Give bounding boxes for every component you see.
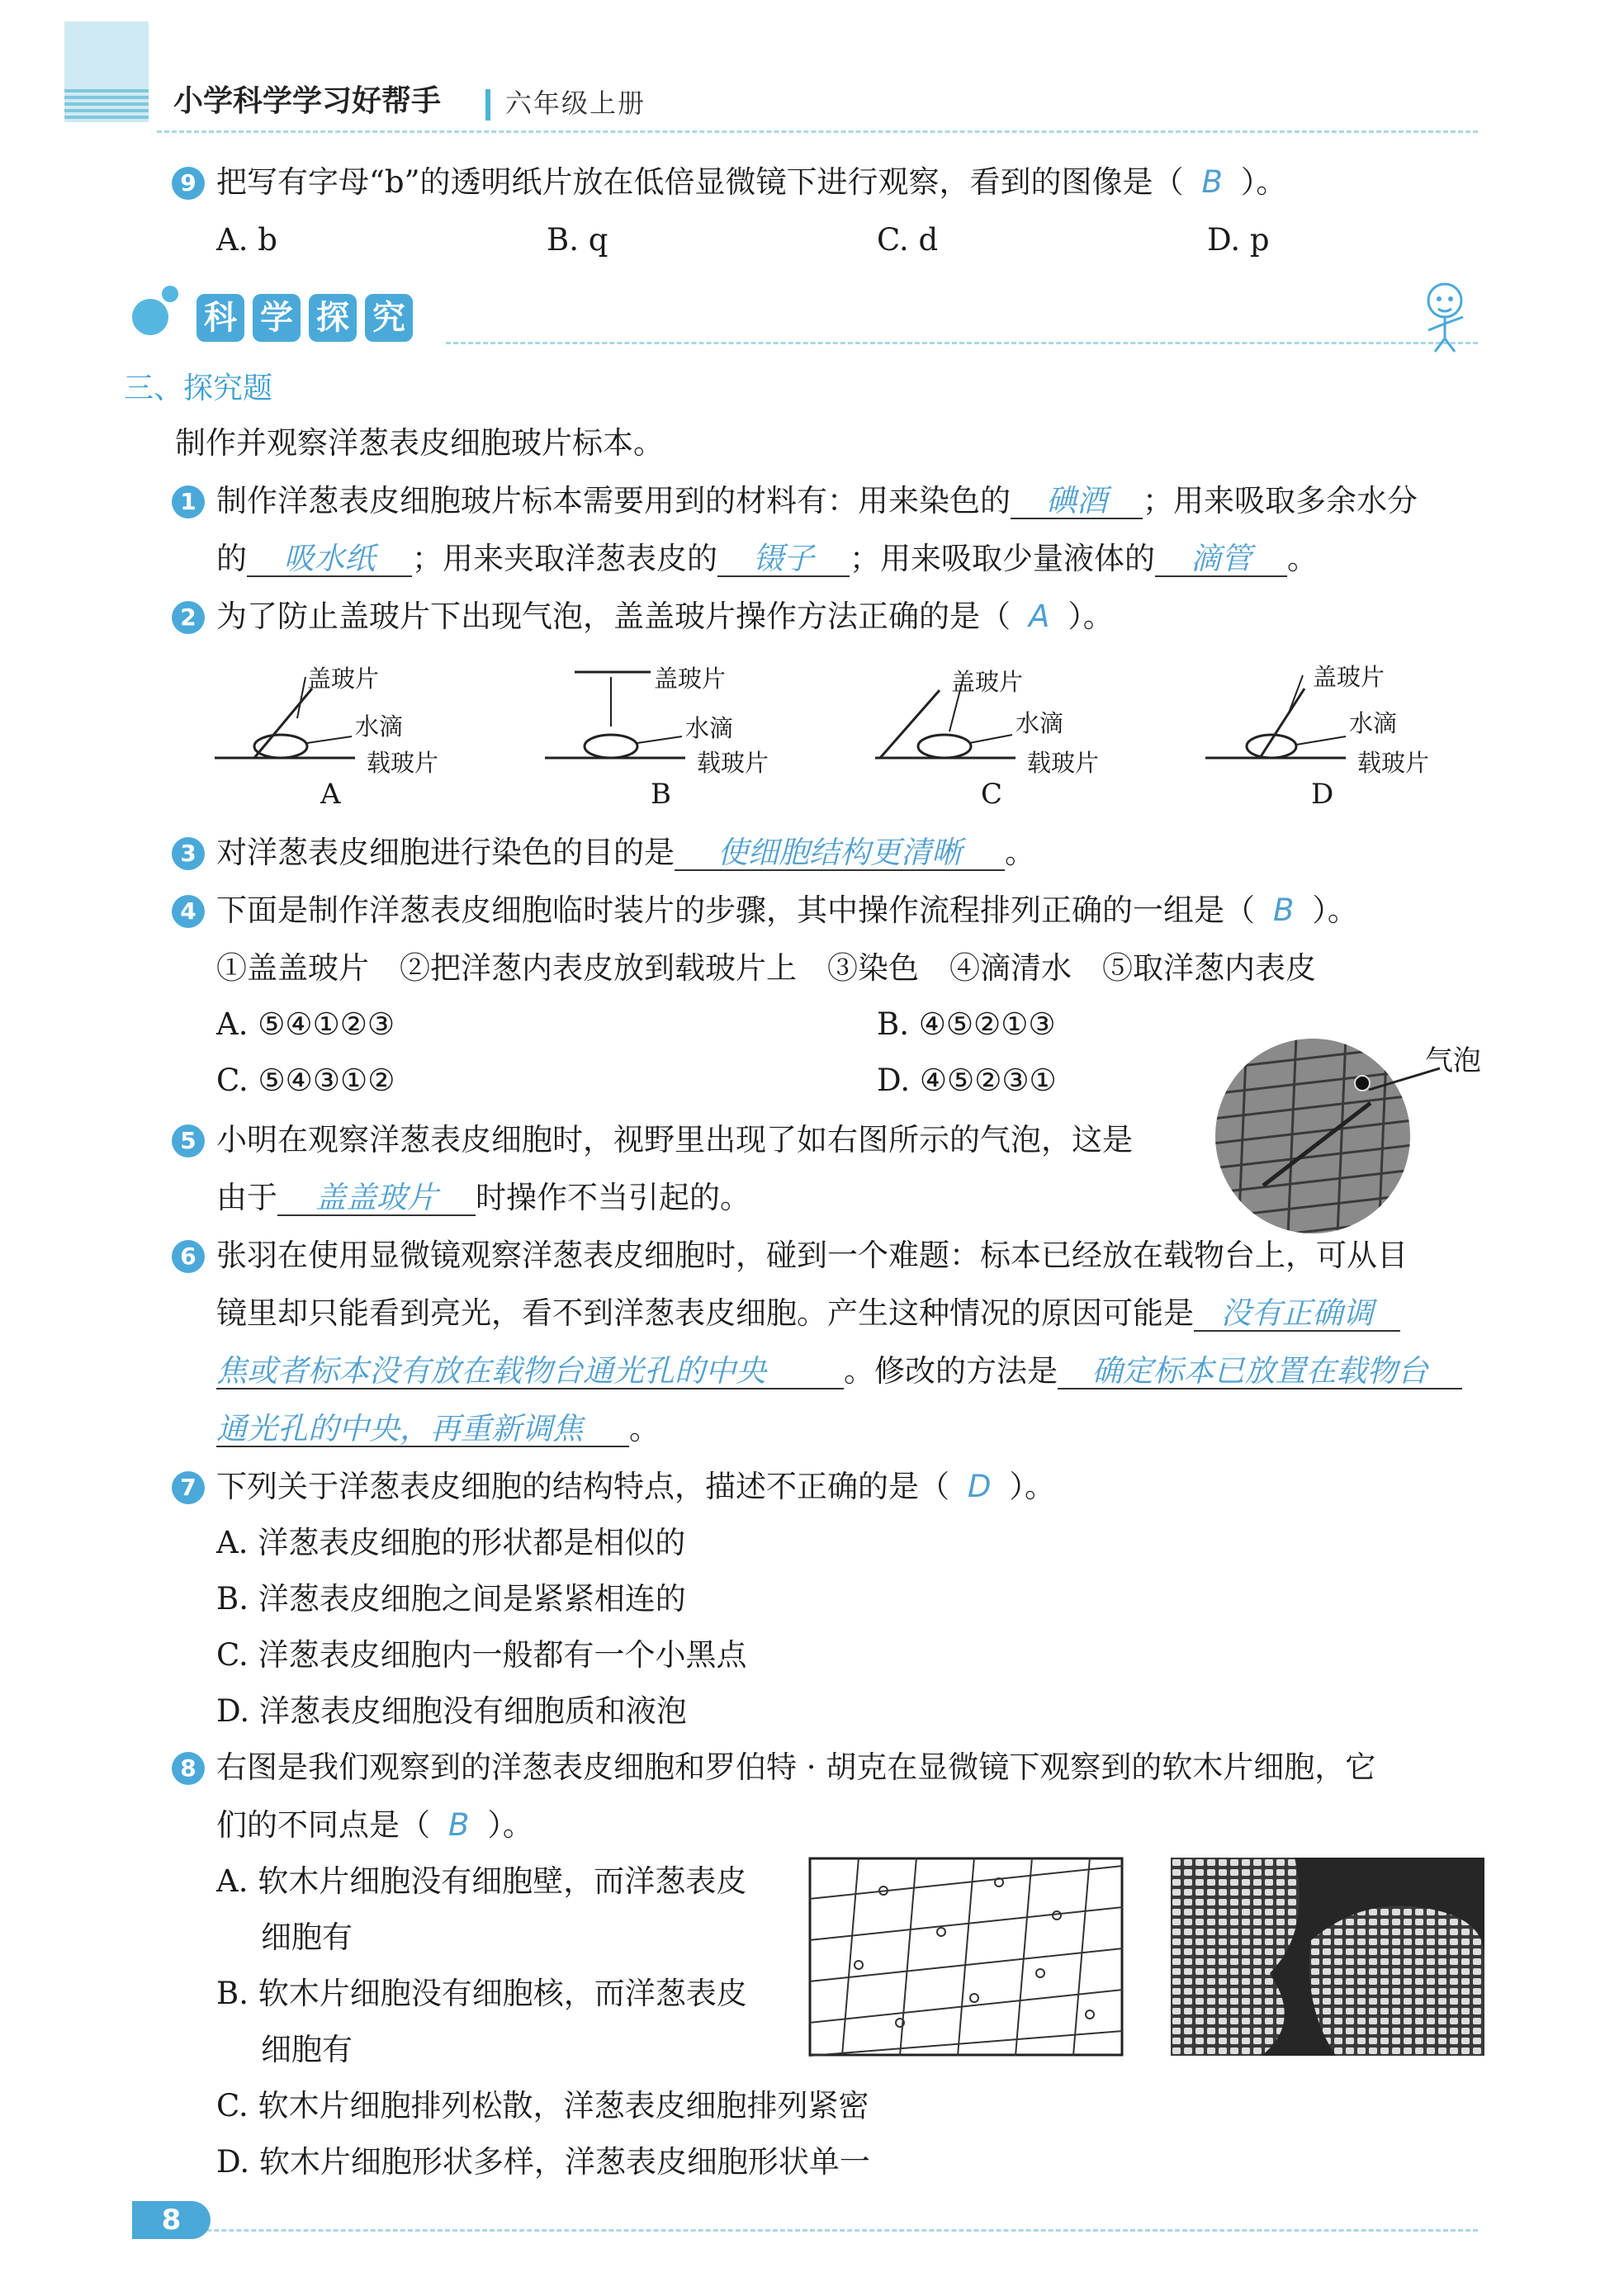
question-7-text: 下列关于洋葱表皮细胞的结构特点，描述不正确的是（ D ）。 [216,1469,1055,1504]
option-9b: B. q [547,222,608,258]
option-4c: C. ⑤④③①② [216,1063,395,1098]
option-9a: A. b [216,222,277,258]
question-number-2: 2 [172,601,205,634]
question-5-line-2: 由于 盖盖玻片 时操作不当引起的。 [216,1180,750,1215]
option-9c: C. d [877,222,939,258]
option-7a: A. 洋葱表皮细胞的形状都是相似的 [216,1525,686,1560]
section-dotted-line [446,342,1478,344]
footer-dotted-line [132,2229,1478,2232]
answer-6-fix-part-1: 确定标本已放置在载物台 [1058,1355,1462,1389]
diagram-b-drop-label: 水滴 [685,714,734,742]
option-9d: D. p [1207,222,1270,258]
onion-cells-drawing [809,1858,1123,2056]
option-7d: D. 洋葱表皮细胞没有细胞质和液泡 [216,1693,687,1729]
diagram-b-cover-label: 盖玻片 [654,665,727,693]
answer-6-cause-part-1: 没有正确调 [1194,1297,1400,1332]
question-8-line-1: 右图是我们观察到的洋葱表皮细胞和罗伯特 · 胡克在显微镜下观察到的软木片细胞，它 [216,1749,1376,1785]
option-8a-line-2: 细胞有 [261,1920,353,1955]
answer-3: 使细胞结构更清晰 [675,836,1005,871]
answer-1-dropper: 滴管 [1155,542,1287,577]
diagram-a-drop-label: 水滴 [355,712,404,741]
diagram-c-slide-label: 载玻片 [1027,749,1100,777]
header-title: 小学科学学习好帮手 [173,84,442,118]
section-decor-dot [132,299,168,335]
diagram-d-cover-label: 盖玻片 [1313,663,1385,691]
option-7c: C. 洋葱表皮细胞内一般都有一个小黑点 [216,1637,747,1673]
question-9-text: 把写有字母“b”的透明纸片放在低倍显微镜下进行观察，看到的图像是（ B ）。 [216,164,1287,200]
page-number: 8 [132,2201,211,2239]
question-number-8: 8 [172,1752,205,1785]
answer-7: D [968,1469,992,1504]
question-6-line-2: 镜里却只能看到亮光，看不到洋葱表皮细胞。产生这种情况的原因可能是 没有正确调 [216,1295,1400,1333]
bubble-label: 气泡 [1425,1044,1481,1077]
question-4-steps: ①盖盖玻片 ②把洋葱内表皮放到载玻片上 ③染色 ④滴清水 ⑤取洋葱内表皮 [216,950,1316,986]
header-subtitle: 六年级上册 [505,88,646,119]
diagram-b-caption: B [651,778,671,811]
diagram-b-slide-label: 载玻片 [697,749,769,777]
question-5-line-1: 小明在观察洋葱表皮细胞时，视野里出现了如右图所示的气泡，这是 [216,1122,1133,1157]
diagram-c-cover-label: 盖玻片 [951,668,1024,696]
part-title: 三、探究题 [124,372,273,405]
option-8b-line-1: B. 软木片细胞没有细胞核，而洋葱表皮 [216,1976,747,2011]
answer-6-cause-part-2: 焦或者标本没有放在载物台通光孔的中央 [216,1355,844,1389]
question-6-line-4: 通光孔的中央，再重新调焦 。 [216,1411,660,1446]
section-tile-3: 探 [309,294,357,342]
section-intro: 制作并观察洋葱表皮细胞玻片标本。 [175,425,664,461]
option-8b-line-2: 细胞有 [261,2032,353,2067]
option-8c: C. 软木片细胞排列松散，洋葱表皮细胞排列紧密 [216,2088,869,2123]
answer-6-fix-part-2: 通光孔的中央，再重新调焦 [216,1413,629,1447]
question-number-3: 3 [172,837,205,870]
question-2-text: 为了防止盖玻片下出现气泡，盖盖玻片操作方法正确的是（ A ）。 [216,599,1114,634]
option-8a-line-1: A. 软木片细胞没有细胞壁，而洋葱表皮 [216,1863,747,1899]
answer-2: A [1029,599,1050,634]
cork-cells-photo [1171,1858,1484,2056]
answer-4: B [1273,892,1295,928]
answer-1-tweezers: 镊子 [717,542,850,577]
option-8d: D. 软木片细胞形状多样，洋葱表皮细胞形状单一 [216,2144,870,2180]
diagram-d-drop-label: 水滴 [1349,709,1398,737]
question-6-line-1: 张羽在使用显微镜观察洋葱表皮细胞时，碰到一个难题：标本已经放在载物台上，可从目 [216,1238,1408,1273]
option-4b: B. ④⑤②①③ [877,1006,1056,1042]
diagram-a-caption: A [320,778,341,811]
question-1-line-1: 制作洋葱表皮细胞玻片标本需要用到的材料有：用来染色的 碘酒 ；用来吸取多余水分 [216,483,1418,518]
option-7b: B. 洋葱表皮细胞之间是紧紧相连的 [216,1581,686,1617]
header-divider [485,89,490,121]
question-number-9: 9 [172,167,205,200]
diagram-a-slide-label: 载玻片 [367,749,439,777]
question-number-7: 7 [172,1471,205,1504]
question-number-4: 4 [172,895,205,928]
diagram-c-drop-label: 水滴 [1016,709,1064,737]
question-number-6: 6 [172,1240,205,1273]
question-number-5: 5 [172,1124,205,1157]
answer-1-iodine: 碘酒 [1011,485,1143,519]
header-dotted-line [157,130,1478,133]
answer-5: 盖盖玻片 [277,1181,476,1216]
section-tile-4: 究 [365,294,413,342]
cartoon-kid-icon [1404,272,1486,355]
coverslip-diagrams [215,660,1486,801]
diagram-d-caption: D [1311,778,1334,811]
answer-1-blotting-paper: 吸水纸 [247,542,412,577]
section-tile-2: 学 [253,294,301,342]
question-4-text: 下面是制作洋葱表皮细胞临时装片的步骤，其中操作流程排列正确的一组是（ B ）。 [216,892,1358,928]
diagram-a-cover-label: 盖玻片 [307,665,380,693]
answer-9: B [1201,164,1223,200]
option-4a: A. ⑤④①②③ [216,1006,395,1042]
question-3-text: 对洋葱表皮细胞进行染色的目的是 使细胞结构更清晰 。 [216,835,1035,870]
question-1-line-2: 的 吸水纸 ；用来夹取洋葱表皮的 镊子 ；用来吸取少量液体的 滴管 。 [216,541,1318,576]
option-4d: D. ④⑤②③① [877,1063,1057,1098]
question-8-line-2: 们的不同点是（ B ）。 [216,1807,533,1843]
section-tile-1: 科 [196,294,244,342]
section-decor-dot [162,286,178,302]
question-number-1: 1 [172,485,205,518]
diagram-c-caption: C [981,778,1003,811]
header-decor-stripes [64,89,149,122]
answer-8: B [448,1807,470,1843]
diagram-d-slide-label: 载玻片 [1357,749,1430,777]
question-6-line-3: 焦或者标本没有放在载物台通光孔的中央 。修改的方法是 确定标本已放置在载物台 [216,1352,1462,1390]
